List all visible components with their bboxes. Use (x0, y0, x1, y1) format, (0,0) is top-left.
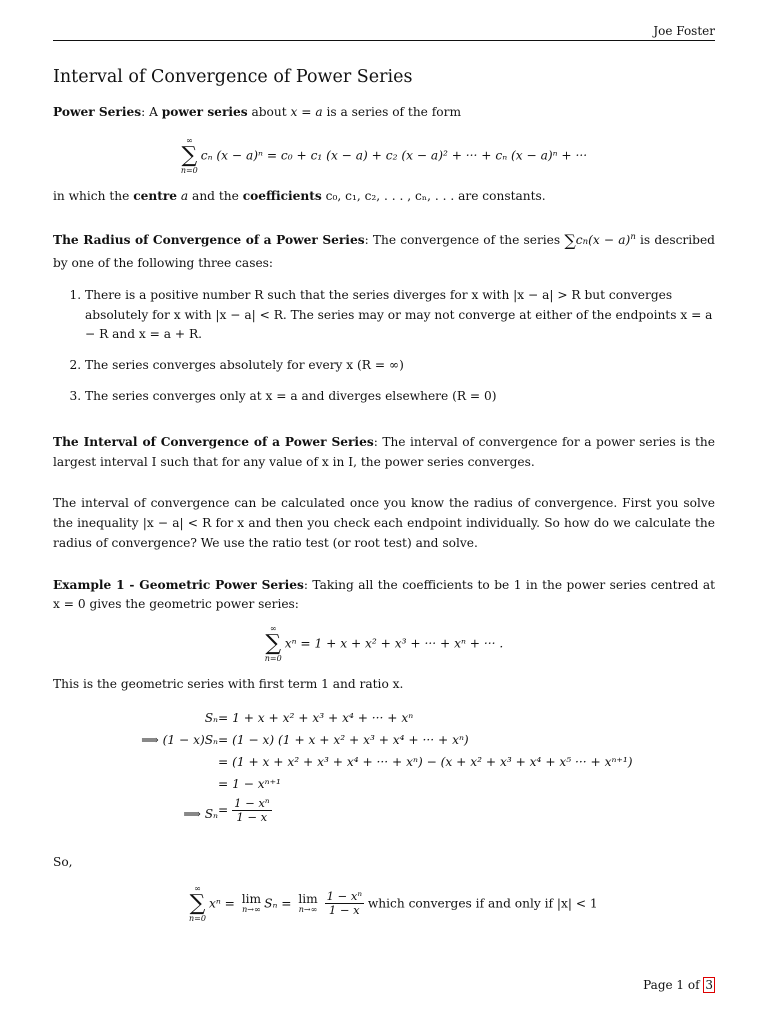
sum-sign-3: ∑ (189, 890, 206, 916)
interval-text: : The interval of convergence for a power series is the largest interval I such that for any value of x in I, the power series converges. (53, 434, 715, 469)
power-series-expansion: cₙ (x − a)ⁿ = c₀ + c₁ (x − a) + c₂ (x − a)² + ··· + cₙ (x − a)ⁿ + ··· (200, 148, 588, 163)
radius-text-1: : The convergence of the series (364, 233, 565, 248)
final-fraction-denominator: 1 − x (328, 903, 360, 918)
geometric-series-note: This is the geometric series with first term 1 and ratio x. (53, 677, 404, 692)
page-footer (643, 976, 715, 995)
sum-sign: ∑ (181, 142, 198, 168)
math-a-2: a (180, 188, 189, 203)
total-pages-link[interactable]: 3 (705, 978, 713, 992)
derivation-lhs-1: Sₙ (204, 710, 218, 725)
power-series-definition: Power Series: A power series about x = a is a series of the form (53, 104, 461, 119)
sum-lower-limit-3: n=0 (189, 913, 206, 923)
interval-calculation-paragraph: The interval of convergence can be calculated once you know the radius of convergence. First you solve the inequality |x − a| < R for x and then you check each endpoint individually. So how do we calculate the radius of convergence? We use the ratio test (or root test) and solve. (53, 496, 715, 550)
sn-fraction-numerator: 1 − xⁿ (234, 795, 270, 810)
power-series-text-3: is a series of the form (322, 104, 461, 119)
partial-sum-derivation (53, 709, 715, 835)
geometric-series-expansion: xⁿ = 1 + x + x² + x³ + ··· + xⁿ + ··· . (284, 636, 504, 651)
page-title: Interval of Convergence of Power Series (53, 67, 413, 87)
sum-lower-limit-2: n=0 (264, 654, 282, 664)
limit-operator-1 (242, 893, 261, 914)
final-fraction-numerator: 1 − xⁿ (326, 888, 362, 903)
radius-case-2: 2. The series converges absolutely for every x (R = ∞) (85, 356, 715, 376)
summation-symbol-2 (265, 625, 282, 663)
summation-symbol (181, 137, 198, 175)
centre-term: centre (133, 188, 178, 203)
example-1-text: : Taking all the coefficients to be 1 in the power series centred at x = 0 gives the geometric power series: (53, 577, 715, 612)
header-author: Joe Foster (653, 24, 715, 38)
constants-text-3: c₀, c₁, c₂, . . . , cₙ, . . . are constants. (321, 188, 546, 203)
summation-symbol-3 (189, 885, 206, 923)
sum-upper-limit-3: ∞ (194, 883, 201, 893)
radius-cases-list (53, 286, 715, 407)
coefficients-term: coefficients (242, 188, 322, 203)
sn-fraction-denominator: 1 − x (236, 810, 268, 825)
sum-upper-limit-2: ∞ (269, 624, 277, 634)
example-1-label: Example 1 - Geometric Power Series (53, 577, 304, 592)
derivation-rhs-4: = 1 − xⁿ⁺¹ (218, 776, 281, 791)
lim-word-2: lim (298, 892, 318, 907)
radius-case-1: 1. There is a positive number R such that the series diverges for x with |x − a| > R but converges absolutely for x with |x − a| < R. The series may or may not converge at either of the endpoints x = a − R and x = a + R. (85, 286, 715, 345)
radius-label: The Radius of Convergence of a Power Series (53, 233, 365, 248)
lim-sub-2: n→∞ (298, 904, 318, 914)
final-lhs: xⁿ = (208, 896, 235, 911)
page-number-text: Page 1 of (643, 978, 704, 992)
interval-label: The Interval of Convergence of a Power Series (53, 434, 374, 449)
convergence-condition: which converges if and only if |x| < 1 (367, 896, 598, 911)
header-rule (53, 40, 715, 41)
geometric-series-display (53, 625, 715, 663)
constants-text-1: in which the (53, 188, 134, 203)
inline-sum: ∑ (564, 231, 576, 251)
derivation-rhs-2: = (1 − x) (1 + x + x² + x³ + x⁴ + ··· + xⁿ) (218, 732, 469, 747)
power-series-term: power series (161, 104, 248, 119)
example-1-intro (53, 576, 715, 616)
radius-text-2: is described by one of the following three cases: (53, 233, 715, 271)
derivation-rhs-3: = (1 + x + x² + x³ + x⁴ + ··· + xⁿ) − (x + x² + x³ + x⁴ + x⁵ ··· + xⁿ⁺¹) (218, 754, 633, 769)
lim-sub-1: n→∞ (242, 904, 261, 914)
sn-fraction (232, 797, 271, 824)
so-text: So, (53, 854, 73, 869)
final-fraction (325, 890, 364, 917)
constants-text-2: and the (188, 188, 243, 203)
power-series-constants (53, 187, 715, 207)
power-series-text-2: about (247, 104, 291, 119)
inline-series-term: $cn(x - a)^n$ (575, 232, 636, 248)
sum-lower-limit: n=0 (180, 165, 198, 175)
derivation-lhs-2: ⟹ (1 − x)Sₙ (141, 732, 218, 747)
document-body (53, 66, 715, 935)
power-series-text-1: : A (141, 104, 162, 119)
radius-case-3: 3. The series converges only at x = a and diverges elsewhere (R = 0) (85, 387, 715, 407)
derivation-equals-5: = (218, 803, 229, 818)
derivation-lhs-5: ⟹ Sₙ (183, 806, 218, 821)
interval-definition (53, 433, 715, 473)
derivation-rhs-5 (218, 797, 272, 824)
limit-display-equation (53, 885, 715, 923)
math-x-equals-a: x (290, 104, 298, 119)
limit-operator-2 (298, 893, 317, 914)
power-series-display-equation (53, 137, 715, 175)
math-a: a (315, 104, 323, 119)
power-series-label: Power Series (53, 104, 142, 119)
final-sn: Sₙ = (264, 896, 292, 911)
radius-definition (53, 228, 715, 274)
sum-upper-limit: ∞ (185, 135, 193, 145)
derivation-rhs-1: = 1 + x + x² + x³ + x⁴ + ··· + xⁿ (218, 710, 414, 725)
lim-word-1: lim (241, 892, 262, 907)
sum-sign-2: ∑ (265, 631, 282, 657)
